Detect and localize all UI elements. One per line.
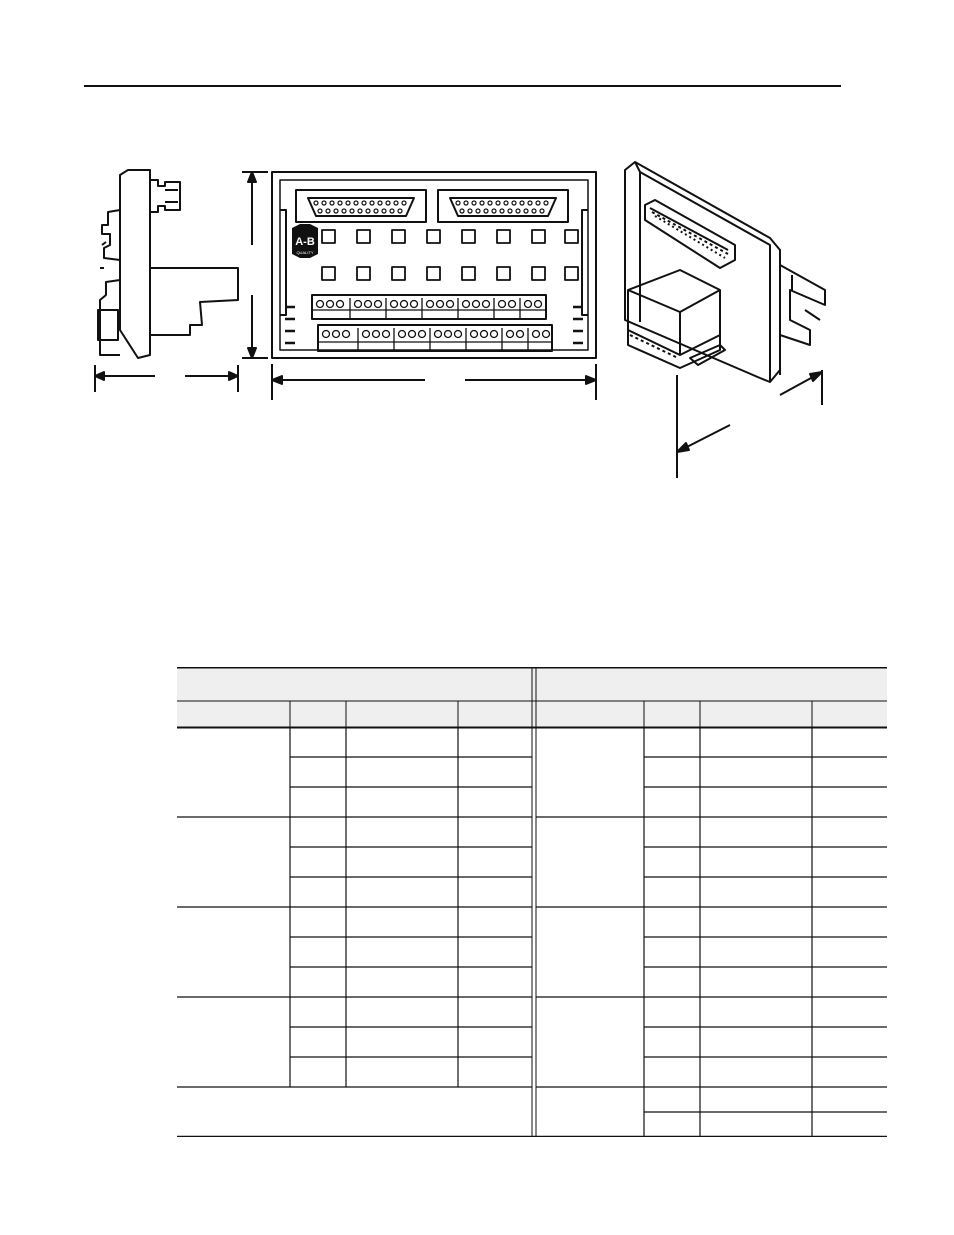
svg-text:A-B: A-B (295, 236, 315, 248)
isometric-view-drawing (625, 162, 825, 478)
header-rule (84, 85, 841, 87)
specifications-table (177, 667, 887, 1137)
svg-text:QUALITY: QUALITY (296, 250, 314, 255)
side-view-drawing (95, 170, 238, 392)
dimension-drawings (80, 150, 840, 480)
front-view-drawing (242, 172, 596, 400)
allen-bradley-logo (292, 224, 318, 258)
